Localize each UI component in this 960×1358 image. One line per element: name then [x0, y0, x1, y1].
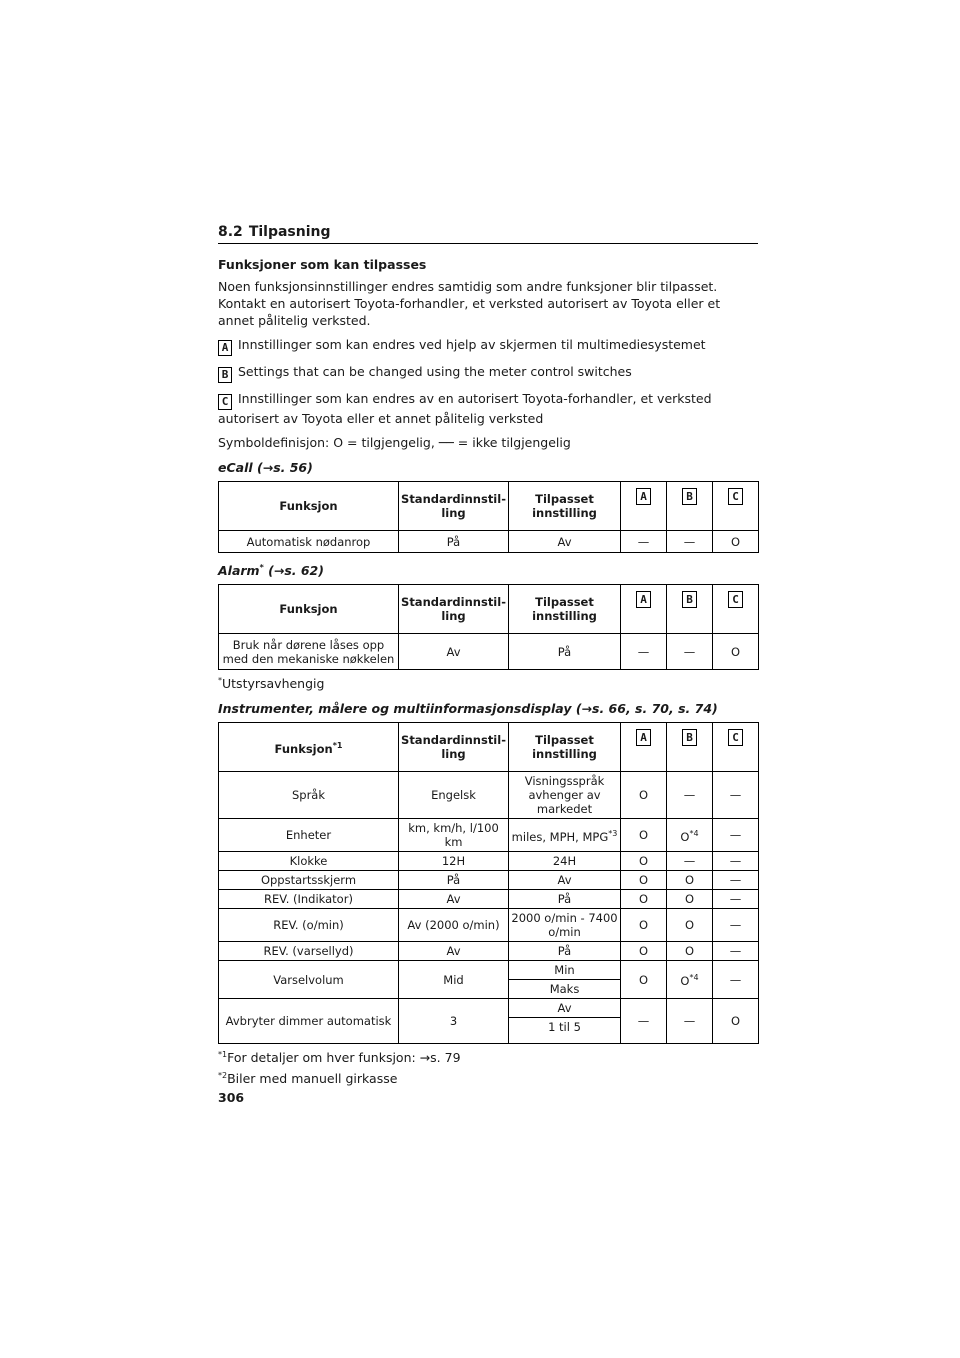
col-funksjon [219, 723, 399, 772]
table-row [219, 961, 759, 980]
box-b-icon: B [682, 729, 697, 746]
cell-standard: km, km/h, l/100 km [399, 819, 509, 852]
cell-a: O [621, 819, 667, 852]
cell-tilpasset: På [509, 890, 621, 909]
cell-c: O [713, 999, 759, 1044]
table-row [219, 531, 759, 553]
cell-funksjon: REV. (Indikator) [219, 890, 399, 909]
box-c-icon: C [218, 394, 232, 410]
cell-standard: På [399, 871, 509, 890]
footnote-mark: *1 [218, 1050, 228, 1060]
box-b-icon: B [682, 591, 697, 608]
cell-b [667, 819, 713, 852]
cell-b: O [667, 942, 713, 961]
cell-tilpasset: Min [509, 961, 621, 980]
cell-funksjon: Klokke [219, 852, 399, 871]
cell-a: — [621, 531, 667, 553]
col-b [667, 585, 713, 634]
footnote-text: Utstyrsavhengig [222, 676, 325, 692]
cell-standard: På [399, 531, 509, 553]
cell-tilpasset: Av [509, 871, 621, 890]
box-a-icon: A [636, 591, 651, 608]
cell-tilpasset: Av [509, 999, 621, 1018]
cell-funksjon: Bruk når dørene låses opp med den mekaniske nøkkelen [219, 634, 399, 670]
section-number: 8.2 [218, 224, 243, 240]
cell-tilpasset [509, 819, 621, 852]
legend-item-c [218, 390, 758, 427]
cell-c: — [713, 819, 759, 852]
cell-a: O [621, 961, 667, 999]
cell-c: — [713, 871, 759, 890]
cell-a: O [621, 772, 667, 819]
cell-funksjon: REV. (o/min) [219, 909, 399, 942]
cell-c: — [713, 961, 759, 999]
page-number: 306 [218, 1090, 245, 1105]
cell-standard: Av (2000 o/min) [399, 909, 509, 942]
instruments-table [218, 722, 759, 1044]
cell-b: — [667, 852, 713, 871]
cell-b: — [667, 634, 713, 670]
box-c-icon: C [728, 591, 743, 608]
cell-b-text: O [680, 829, 690, 844]
box-b-icon: B [218, 367, 232, 383]
cell-tilpasset: Maks [509, 980, 621, 999]
table-row [219, 871, 759, 890]
box-c-icon: C [728, 488, 743, 505]
table-header-row [219, 482, 759, 531]
cell-standard: 12H [399, 852, 509, 871]
table-row [219, 909, 759, 942]
cell-a: O [621, 909, 667, 942]
col-tilpasset: Tilpasset innstilling [509, 482, 621, 531]
cell-c: — [713, 909, 759, 942]
box-a-icon: A [636, 729, 651, 746]
ecall-title: eCall (→s. 56) [218, 460, 313, 475]
table-row [219, 942, 759, 961]
col-a [621, 482, 667, 531]
box-c-icon: C [728, 729, 743, 746]
table-row [219, 772, 759, 819]
cell-tilpasset: 24H [509, 852, 621, 871]
cell-standard: Av [399, 942, 509, 961]
cell-a: O [621, 890, 667, 909]
col-standard: Standardinnstil- ling [399, 723, 509, 772]
table-row [219, 852, 759, 871]
box-a-icon: A [636, 488, 651, 505]
col-c [713, 585, 759, 634]
cell-standard: Engelsk [399, 772, 509, 819]
page-heading: Funksjoner som kan tilpasses [218, 257, 427, 272]
cell-funksjon: REV. (varsellyd) [219, 942, 399, 961]
cell-funksjon: Språk [219, 772, 399, 819]
alarm-title-ref: (→s. 62) [263, 563, 324, 579]
legend-item-a [218, 336, 758, 356]
table-header-row [219, 585, 759, 634]
cell-c: — [713, 772, 759, 819]
table-header-row [219, 723, 759, 772]
col-standard: Standardinnstil- ling [399, 585, 509, 634]
cell-a: O [621, 942, 667, 961]
section-title: Tilpasning [248, 224, 331, 240]
alarm-table [218, 584, 759, 670]
footnote-mark: *2 [218, 1071, 228, 1081]
cell-tilpasset: Visningsspråk avhenger av markedet [509, 772, 621, 819]
cell-a: O [621, 871, 667, 890]
cell-c: — [713, 852, 759, 871]
cell-b-sup: *4 [689, 973, 699, 983]
col-funksjon-sup: *1 [332, 740, 343, 750]
legend-text-b: Settings that can be changed using the meter control switches [238, 364, 632, 379]
cell-standard: Mid [399, 961, 509, 999]
cell-c: — [713, 942, 759, 961]
col-b [667, 723, 713, 772]
alarm-title-sup: * [259, 563, 264, 572]
footnote-1 [218, 1050, 758, 1065]
footnote-text: Biler med manuell girkasse [227, 1071, 398, 1087]
table-row [219, 819, 759, 852]
cell-b: — [667, 999, 713, 1044]
col-tilpasset: Tilpasset innstilling [509, 723, 621, 772]
cell-b-sup: *4 [689, 828, 699, 838]
alarm-title-main: Alarm [218, 563, 260, 579]
cell-a: O [621, 852, 667, 871]
footnote-text: For detaljer om hver funksjon: →s. 79 [227, 1050, 461, 1066]
col-funksjon: Funksjon [219, 482, 399, 531]
col-funksjon-label: Funksjon [274, 741, 333, 756]
col-tilpasset: Tilpasset innstilling [509, 585, 621, 634]
ecall-table [218, 481, 759, 553]
cell-c: O [713, 531, 759, 553]
col-a [621, 585, 667, 634]
cell-b-text: O [680, 974, 690, 989]
cell-b: — [667, 772, 713, 819]
box-b-icon: B [682, 488, 697, 505]
cell-b: — [667, 531, 713, 553]
section-header [218, 224, 758, 244]
alarm-footnote [218, 676, 758, 691]
cell-funksjon: Varselvolum [219, 961, 399, 999]
cell-tilpasset: 1 til 5 [509, 1018, 621, 1044]
cell-standard: Av [399, 890, 509, 909]
cell-a: — [621, 999, 667, 1044]
cell-funksjon: Oppstartsskjerm [219, 871, 399, 890]
cell-b: O [667, 909, 713, 942]
cell-b [667, 961, 713, 999]
page-content [218, 224, 758, 1087]
intro-paragraph: Noen funksjonsinnstillinger endres samtidig som andre funksjoner blir tilpasset. Kontakt en autorisert Toyota-forhandler, et verksted autorisert av Toyota eller et annet pålitelig verksted. [218, 279, 721, 328]
box-a-icon: A [218, 340, 232, 356]
symbol-definition: Symboldefinisjon: O = tilgjengelig, ── = ikke tilgjengelig [218, 435, 571, 450]
table-row [219, 634, 759, 670]
cell-tilpasset: På [509, 942, 621, 961]
col-funksjon: Funksjon [219, 585, 399, 634]
cell-b: O [667, 871, 713, 890]
legend-item-b [218, 363, 758, 383]
col-c [713, 482, 759, 531]
cell-funksjon: Automatisk nødanrop [219, 531, 399, 553]
cell-standard: Av [399, 634, 509, 670]
cell-funksjon: Avbryter dimmer automatisk [219, 999, 399, 1044]
cell-tilpasset-sup: *3 [608, 828, 618, 838]
cell-standard: 3 [399, 999, 509, 1044]
cell-tilpasset: 2000 o/min - 7400 o/min [509, 909, 621, 942]
col-a [621, 723, 667, 772]
cell-tilpasset: På [509, 634, 621, 670]
cell-c: O [713, 634, 759, 670]
footnote-mark: * [218, 676, 222, 686]
col-c [713, 723, 759, 772]
cell-a: — [621, 634, 667, 670]
col-standard: Standardinnstil- ling [399, 482, 509, 531]
alarm-title [218, 563, 758, 578]
cell-funksjon: Enheter [219, 819, 399, 852]
cell-b: O [667, 890, 713, 909]
table-row [219, 890, 759, 909]
legend-text-c: Innstillinger som kan endres av en autorisert Toyota-forhandler, et verksted autorisert av Toyota eller et annet pålitelig verksted [218, 391, 712, 426]
legend-text-a: Innstillinger som kan endres ved hjelp av skjermen til multimediesystemet [238, 337, 706, 352]
footnote-2 [218, 1071, 758, 1086]
instruments-title: Instrumenter, målere og multiinformasjonsdisplay (→s. 66, s. 70, s. 74) [218, 701, 718, 717]
cell-c: — [713, 890, 759, 909]
table-row [219, 999, 759, 1018]
col-b [667, 482, 713, 531]
cell-tilpasset: Av [509, 531, 621, 553]
cell-tilpasset-text: miles, MPH, MPG [511, 829, 609, 844]
